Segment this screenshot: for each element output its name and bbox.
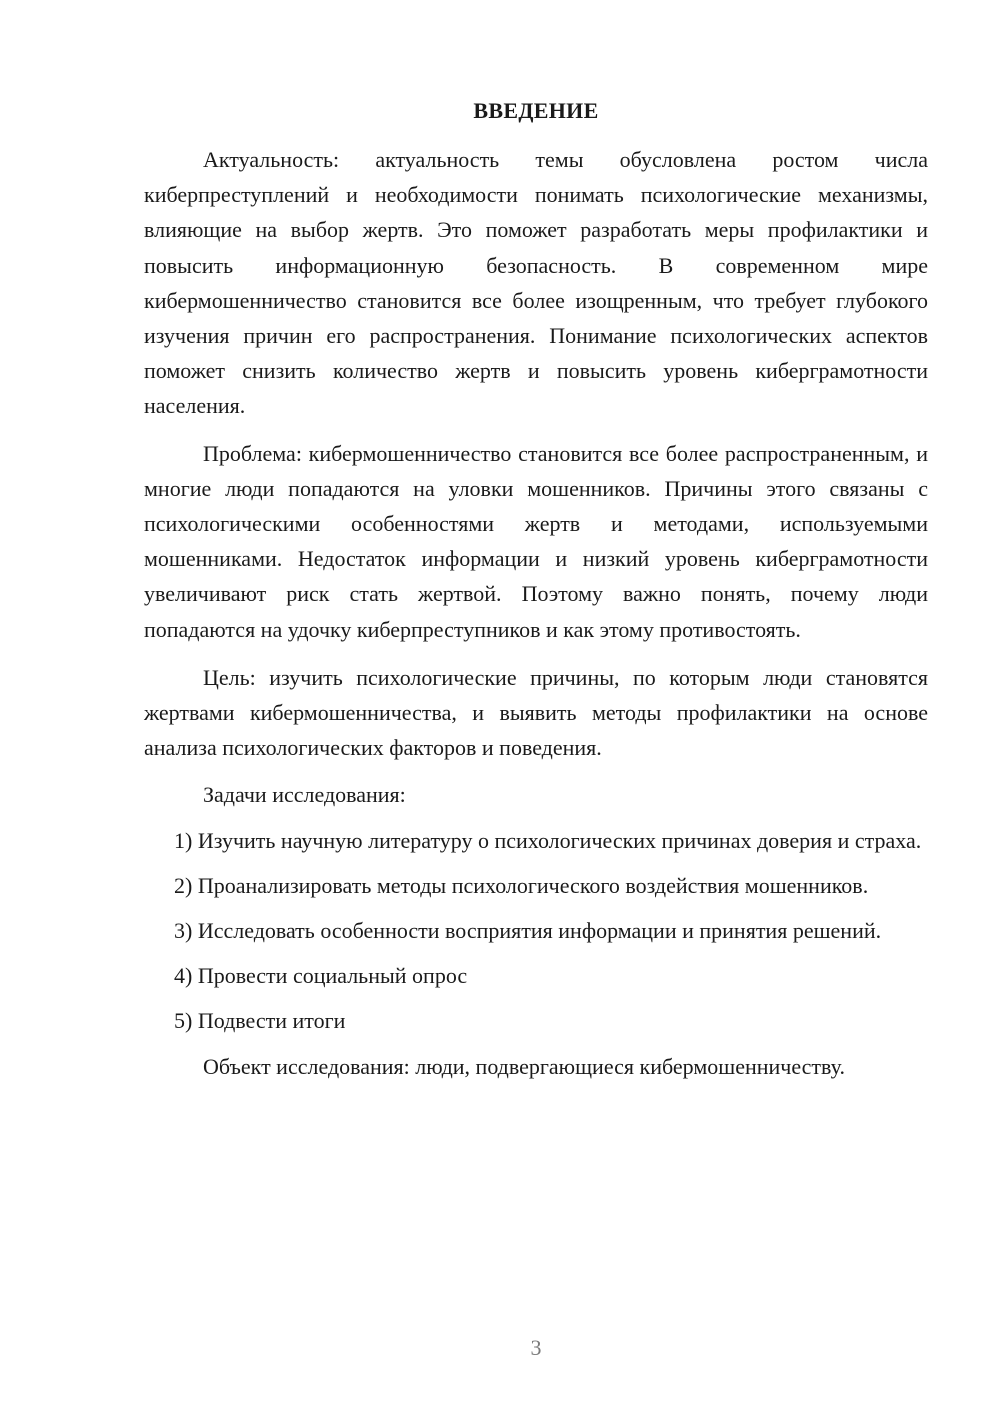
task-item-2: 2) Проанализировать методы психологического воздействия мошенников. bbox=[174, 872, 869, 898]
paragraph-relevance: Актуальность: актуальность темы обусловлена ростом числа киберпреступлений и необходимости понимать психологические механизмы, влияющие на выбор жертв. Это поможет разработать меры профилактики и повысить информационную безопасность. В современном мире кибермошенничество становится все более изощренным, что требует глубокого изучения причин его распространения. Понимание психологических аспектов поможет снизить количество жертв и повысить уровень киберграмотности населения. bbox=[144, 147, 928, 419]
paragraph-problem: Проблема: кибермошенничество становится все более распространенным, и многие люди попадаются на уловки мошенников. Причины этого связаны с психологическими особенностями жертв и методами, используемыми мошенниками. Недостаток информации и низкий уровень киберграмотности увеличивают риск стать жертвой. Поэтому важно понять, почему люди попадаются на удочку киберпреступников и как этому противостоять. bbox=[144, 440, 928, 642]
task-item-5: 5) Подвести итоги bbox=[174, 1008, 346, 1034]
page-number: 3 bbox=[530, 1335, 542, 1360]
task-item-4: 4) Провести социальный опрос bbox=[174, 963, 468, 989]
tasks-heading: Задачи исследования: bbox=[203, 782, 406, 808]
task-item-1: 1) Изучить научную литературу о психологических причинах доверия и страха. bbox=[174, 827, 922, 853]
paragraph-object: Объект исследования: люди, подвергающиеся кибермошенничеству. bbox=[203, 1053, 845, 1079]
document-body bbox=[144, 142, 928, 1084]
task-item-3: 3) Исследовать особенности восприятия информации и принятия решений. bbox=[174, 918, 882, 944]
page-title: ВВЕДЕНИЕ bbox=[473, 98, 599, 123]
paragraph-goal: Цель: изучить психологические причины, по которым люди становятся жертвами кибермошенничества, и выявить методы профилактики на основе анализа психологических факторов и поведения. bbox=[144, 664, 928, 761]
